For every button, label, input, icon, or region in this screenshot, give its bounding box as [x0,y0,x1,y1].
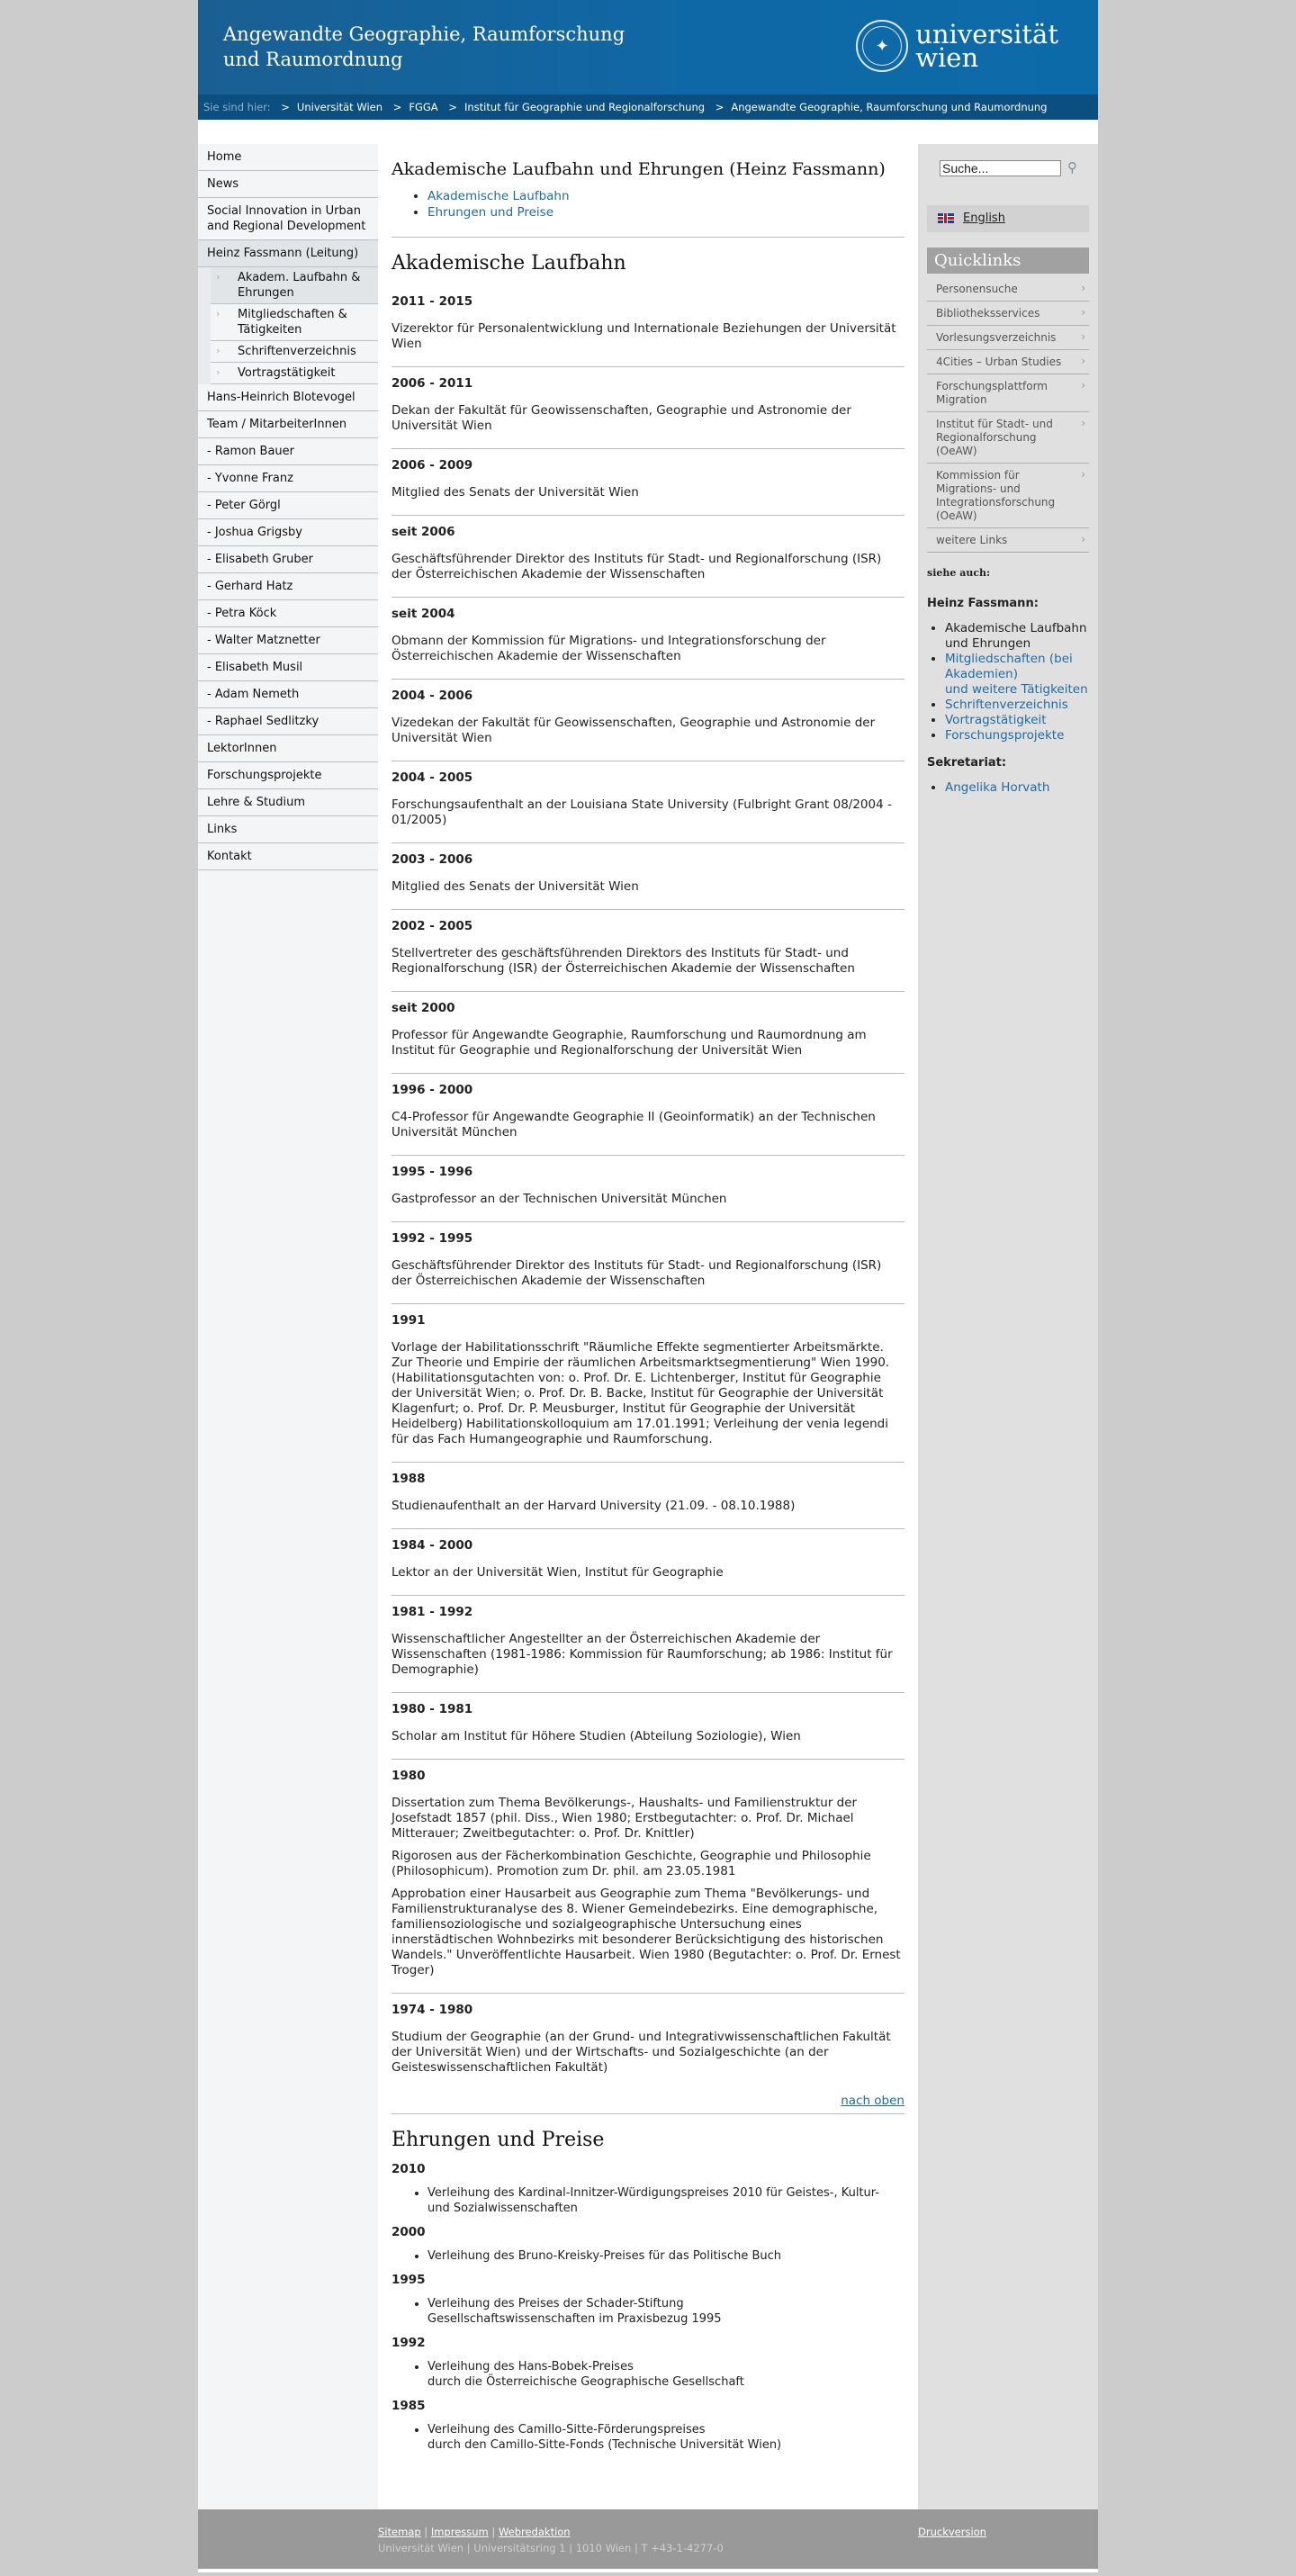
career-text [392,2030,904,2076]
nav-item-home[interactable]: Home [198,144,378,171]
breadcrumb [198,95,1098,120]
nav-item-team-member[interactable]: - Joshua Grigsby [198,519,378,546]
prize-year: 2000 [392,2225,426,2239]
footer-address: Universität Wien | Universitätsring 1 | 1010 Wien | T +43-1-4277-0 [378,2542,724,2554]
person-link[interactable]: Vortragstätigkeit [945,713,1047,727]
career-entry [392,1994,904,2090]
prize-year: 1985 [392,2399,426,2413]
prize-entry [392,2399,904,2453]
language-switch[interactable] [927,205,1089,232]
career-entry [392,598,904,680]
career-text [392,1729,904,1744]
career-entry [392,1222,904,1304]
page-wrapper [198,0,1098,2572]
nav-subitem-vortragstaetigkeit[interactable]: › Vortragstätigkeit [211,363,378,384]
breadcrumb-item[interactable]: Universität Wien [296,101,383,113]
secretariat-links [945,780,1089,796]
nav-item-team-member[interactable]: - Gerhard Hatz [198,573,378,600]
career-text [392,1499,904,1514]
career-year: 1992 - 1995 [392,1231,473,1246]
career-text [392,1192,904,1207]
breadcrumb-item[interactable]: Angewandte Geographie, Raumforschung und Raumordnung [731,101,1048,113]
nav-item-team-member[interactable]: - Adam Nemeth [198,681,378,708]
back-to-top-link[interactable]: nach oben [841,2094,904,2108]
breadcrumb-item[interactable]: FGGA [409,101,438,113]
toc-link-laufbahn[interactable]: Akademische Laufbahn [428,189,570,203]
footer-links: Sitemap | Impressum | Webredaktion [378,2526,571,2538]
career-entry [392,367,904,449]
prize-text: Verleihung des Preises der Schader-Stiftung [428,2297,684,2310]
quicklink-item[interactable]: Bibliotheksservices › [927,302,1089,326]
prize-text: Verleihung des Kardinal-Innitzer-Würdigungspreises 2010 für Geistes-, Kultur- und Sozialwissenschaften [428,2186,879,2215]
quicklink-item[interactable]: Personensuche › [927,277,1089,302]
see-also-label: siehe auch: [927,567,991,579]
person-link-text: und weitere Tätigkeiten [945,682,1088,697]
career-entry [392,1760,904,1994]
career-entry [392,1074,904,1156]
search-icon[interactable]: ⚲ [1067,159,1077,176]
nav-subitem-schriftenverzeichnis[interactable]: › Schriftenverzeichnis [211,341,378,363]
university-logo[interactable] [856,18,1058,74]
nav-item-team[interactable]: Team / MitarbeiterInnen [198,411,378,438]
career-text [392,321,904,352]
career-year: 2011 - 2015 [392,294,473,309]
search-input[interactable] [940,160,1061,176]
toc-item [428,204,904,221]
career-year: 1988 [392,1472,426,1486]
career-year: 2006 - 2009 [392,458,473,473]
breadcrumb-label: Sie sind hier: [203,101,271,113]
career-year: 1996 - 2000 [392,1083,473,1097]
prize-entry [392,2162,904,2216]
footer-link-webredaktion[interactable]: Webredaktion [498,2526,571,2538]
career-paragraph: C4-Professor für Angewandte Geographie II (Geoinformatik) an der Technischen Universität München [392,1110,876,1139]
logo-text-line-1: universität [915,19,1058,50]
nav-item-blotevogel[interactable]: Hans-Heinrich Blotevogel [198,384,378,411]
person-link-item [945,652,1089,698]
prize-text: Verleihung des Camillo-Sitte-Förderungspreises [428,2423,706,2436]
nav-item-team-member[interactable]: - Raphael Sedlitzky [198,708,378,735]
breadcrumb-separator: > [392,101,402,113]
quicklinks-list [927,277,1089,553]
breadcrumb-separator: > [715,101,724,113]
career-paragraph: Vizedekan der Fakultät für Geowissenschaften, Geographie und Astronomie der Universität Wien [392,716,876,745]
career-paragraph: Lektor an der Universität Wien, Institut für Geographie [392,1565,724,1580]
career-text [392,1632,904,1678]
career-text [392,634,904,664]
career-year: seit 2004 [392,607,455,621]
prize-text: Gesellschaftswissenschaften im Praxisbezug 1995 [428,2312,722,2326]
quicklink-item[interactable]: 4Cities – Urban Studies › [927,350,1089,374]
career-paragraph: Approbation einer Hausarbeit aus Geographie zum Thema "Bevölkerungs- und Familienstrukturanalyse des 8. Wiener Gemeindebezirks. Eine demographische, familiensoziologische und sozialgeographische Untersuchung eines innerstädtischen Wohnbezirks mit besonderer Berücksichtigung des historischen Wandels." Unveröffentlichte Hausarbeit. Wien 1980 (Begutachter: o. Prof. Dr. Ernest Troger) [392,1887,901,1977]
career-text [392,879,904,895]
career-paragraph: Mitglied des Senats der Universität Wien [392,485,639,500]
main-content [392,153,904,2453]
site-header [198,0,1098,95]
breadcrumb-separator: > [281,101,290,113]
table-of-contents [428,188,904,221]
career-paragraph: Studienaufenthalt an der Harvard University (21.09. - 08.10.1988) [392,1499,796,1513]
person-link-item [945,698,1089,713]
right-sidebar [918,144,1098,2509]
career-year: 2003 - 2006 [392,852,473,867]
breadcrumb-separator: > [448,101,457,113]
nav-item-team-member[interactable]: - Yvonne Franz [198,465,378,492]
career-year: 2004 - 2005 [392,770,473,785]
language-link[interactable]: English [963,212,1005,225]
prize-list [428,2422,904,2453]
prize-text: Verleihung des Hans-Bobek-Preises [428,2360,634,2373]
nav-item-kontakt[interactable]: Kontakt [198,843,378,870]
career-entry [392,1596,904,1693]
nav-item-team-member[interactable]: - Peter Görgl [198,492,378,519]
career-paragraph: Geschäftsführender Direktor des Instituts für Stadt- und Regionalforschung (ISR) der Österreichischen Akademie der Wissenschaften [392,1258,882,1288]
career-entry [392,1463,904,1529]
career-paragraph: Obmann der Kommission für Migrations- und Integrationsforschung der Österreichischen Akademie der Wissenschaften [392,634,826,663]
secretariat-link-item [945,780,1089,796]
career-entry [392,1529,904,1596]
career-list [392,285,904,2090]
career-text [392,485,904,500]
career-entry [392,1304,904,1463]
secretariat-link[interactable]: Angelika Horvath [945,780,1050,795]
career-paragraph: Vizerektor für Personalentwicklung und Internationale Beziehungen der Universität Wien [392,321,896,351]
career-entry [392,910,904,992]
uk-flag-icon [938,213,954,223]
site-footer [198,2509,1098,2569]
prize-entry [392,2225,904,2264]
toc-link-ehrungen[interactable]: Ehrungen und Preise [428,205,554,220]
career-paragraph: Mitglied des Senats der Universität Wien [392,879,639,894]
career-paragraph: Scholar am Institut für Höhere Studien (Abteilung Soziologie), Wien [392,1729,801,1743]
career-entry [392,761,904,843]
career-paragraph: Professor für Angewandte Geographie, Raumforschung und Raumordnung am Institut für Geographie und Regionalforschung der Universität Wien [392,1028,867,1058]
prize-item [428,2422,904,2453]
person-link[interactable]: Forschungsprojekte [945,728,1065,743]
nav-item-team-member[interactable]: - Petra Köck [198,600,378,627]
toc-item [428,188,904,204]
career-text [392,1028,904,1058]
section-divider [392,2113,904,2114]
breadcrumb-item[interactable]: Institut für Geographie und Regionalforschung [464,101,706,113]
nav-item-team-member[interactable]: - Elisabeth Musil [198,654,378,681]
prize-year: 2010 [392,2162,426,2176]
career-entry [392,843,904,910]
footer-link-impressum[interactable]: Impressum [430,2526,489,2538]
career-year: 1980 [392,1769,426,1783]
prize-text: durch die Österreichische Geographische Gesellschaft [428,2375,744,2389]
nav-item-team-member[interactable]: - Ramon Bauer [198,438,378,465]
career-paragraph: Stellvertreter des geschäftsführenden Direktors des Instituts für Stadt- und Regionalforschung (ISR) der Österreichischen Akademie der Wissenschaften [392,946,855,976]
career-year: 2004 - 2006 [392,689,473,703]
career-paragraph: Studium der Geographie (an der Grund- und Integrativwissenschaftlichen Fakultät der Universität Wien) und der Wirtschafts- und Sozialgeschichte (an der Geisteswissenschaftlichen Fakultät) [392,2030,891,2075]
quicklink-item[interactable]: Kommission für Migrations- und Integrationsforschung (OeAW) › [927,464,1089,528]
career-year: 1995 - 1996 [392,1165,473,1179]
prize-list [428,2296,904,2327]
career-text [392,403,904,434]
prize-item [428,2248,904,2264]
person-link-current: • Akademische Laufbahn und Ehrungen [945,621,1089,652]
career-paragraph: Rigorosen aus der Fächerkombination Geschichte, Geographie und Philosophie (Philosophicum). Promotion zum Dr. phil. am 23.05.1981 [392,1849,871,1878]
career-year: seit 2000 [392,1001,455,1015]
career-paragraph: Forschungsaufenthalt an der Louisiana State University (Fulbright Grant 08/2004 - 01/2005) [392,797,892,827]
nav-subitem-mitgliedschaften[interactable]: › Mitgliedschaften & Tätigkeiten [211,304,378,341]
section-heading-laufbahn: Akademische Laufbahn [392,252,626,275]
career-year: 1980 - 1981 [392,1702,473,1716]
person-link-text: Mitgliedschaften (bei Akademien) [945,652,1073,681]
prize-list [428,2359,904,2390]
quicklink-item[interactable]: weitere Links › [927,528,1089,553]
career-year: 1974 - 1980 [392,2003,473,2017]
logo-wordmark [915,19,1058,73]
career-paragraph: Wissenschaftlicher Angestellter an der Österreichischen Akademie der Wissenschaften (1981-1986: Kommission für Raumforschung; ab 1986: Institut für Demographie) [392,1632,893,1677]
nav-item-news[interactable]: News [198,171,378,198]
person-link[interactable]: Schriftenverzeichnis [945,698,1068,712]
career-text [392,552,904,582]
prize-text: Verleihung des Bruno-Kreisky-Preises für das Politische Buch [428,2249,781,2263]
prize-year: 1992 [392,2336,426,2350]
prize-item [428,2185,904,2216]
seal-icon: ✦ [856,20,908,72]
person-link-item [945,728,1089,743]
nav-item-heinz-fassmann[interactable]: Heinz Fassmann (Leitung) [198,240,378,267]
career-entry [392,992,904,1074]
prize-entry [392,2336,904,2390]
footer-link-sitemap[interactable]: Sitemap [378,2526,421,2538]
nav-item-lehre[interactable]: Lehre & Studium [198,789,378,816]
site-title[interactable]: Angewandte Geographie, Raumforschung und Raumordnung [223,23,626,70]
career-entry [392,1156,904,1222]
career-entry [392,449,904,516]
see-also [927,567,1089,808]
print-version [918,2526,986,2538]
person-link-item [945,713,1089,728]
career-entry [392,516,904,598]
prize-text: durch den Camillo-Sitte-Fonds (Technische Universität Wien) [428,2438,782,2452]
left-navigation [198,144,378,870]
back-to-top [392,2094,904,2108]
nav-item-links[interactable]: Links [198,816,378,843]
prize-item [428,2296,904,2327]
career-entry [392,680,904,761]
section-heading-ehrungen: Ehrungen und Preise [392,2129,605,2151]
logo-text-line-2: wien [915,42,979,73]
quicklinks-title: Quicklinks [927,248,1089,274]
career-paragraph: Gastprofessor an der Technischen Universität München [392,1192,727,1206]
section-divider [392,237,904,238]
secretariat-heading: Sekretariat: [927,756,1007,770]
career-year: 2002 - 2005 [392,919,473,933]
career-paragraph: Dissertation zum Thema Bevölkerungs-, Haushalts- und Familienstruktur der Josefstadt 1857 (phil. Diss., Wien 1980; Erstbegutachter: o. Prof. Dr. Michael Mitterauer; Zweitbegutachter: o. Prof. Dr. Knittler) [392,1796,858,1841]
prize-year: 1995 [392,2273,426,2287]
career-text [392,946,904,977]
person-link[interactable] [945,652,1088,697]
prize-entry [392,2273,904,2327]
career-text [392,1796,904,1978]
career-year: 1991 [392,1313,426,1328]
career-entry [392,1693,904,1760]
career-year: 2006 - 2011 [392,376,473,391]
person-heading: Heinz Fassmann: [927,597,1039,610]
print-version-link[interactable]: Druckversion [918,2526,986,2538]
career-year: 1984 - 2000 [392,1538,473,1553]
nav-item-social-innovation[interactable]: Social Innovation in Urban and Regional Development [198,198,378,240]
nav-subitem-laufbahn[interactable]: › Akadem. Laufbahn & Ehrungen [211,267,378,304]
career-text [392,1565,904,1581]
career-year: 1981 - 1992 [392,1605,473,1619]
nav-item-team-member[interactable]: - Elisabeth Gruber [198,546,378,573]
career-text [392,1340,904,1447]
quicklink-item[interactable]: Vorlesungsverzeichnis › [927,326,1089,350]
career-paragraph: Dekan der Fakultät für Geowissenschaften, Geographie und Astronomie der Universität Wien [392,403,851,433]
career-text [392,1258,904,1289]
career-entry [392,285,904,367]
career-year: seit 2006 [392,525,455,539]
prize-list [428,2185,904,2216]
page-title: Akademische Laufbahn und Ehrungen (Heinz Fassmann) [392,159,886,179]
nav-item-lektorinnen[interactable]: LektorInnen [198,735,378,762]
career-text [392,797,904,828]
prize-list [428,2248,904,2264]
prize-item [428,2359,904,2390]
career-text [392,1110,904,1140]
quicklink-item[interactable]: Forschungsplattform Migration › [927,374,1089,412]
career-paragraph: Vorlage der Habilitationsschrift "Räumliche Effekte segmentierter Arbeitsmärkte. Zur Theorie und Empirie der räumlichen Arbeitsmarktsegmentierung" Wien 1990. (Habilitationsgutachten von: o. Prof. Dr. E. Lichtenberger, Institut für Geographie der Universität Wien; o. Prof. Dr. B. Backe, Institut für Geographie der Universität Klagenfurt; o. Prof. Dr. P. Meusburger, Institut für Geographie der Universität Heidelberg) Habilitationskolloquium am 17.01.1991; Verleihung der venia legendi für das Fach Humangeographie und Raumforschung. [392,1340,890,1446]
career-text [392,716,904,746]
quicklink-item[interactable]: Institut für Stadt- und Regionalforschung (OeAW) › [927,412,1089,464]
prizes-list [392,2162,904,2453]
nav-item-forschungsprojekte[interactable]: Forschungsprojekte [198,762,378,789]
nav-item-team-member[interactable]: - Walter Matznetter [198,627,378,654]
person-links [945,621,1089,743]
career-paragraph: Geschäftsführender Direktor des Instituts für Stadt- und Regionalforschung (ISR) der Österreichischen Akademie der Wissenschaften [392,552,882,581]
